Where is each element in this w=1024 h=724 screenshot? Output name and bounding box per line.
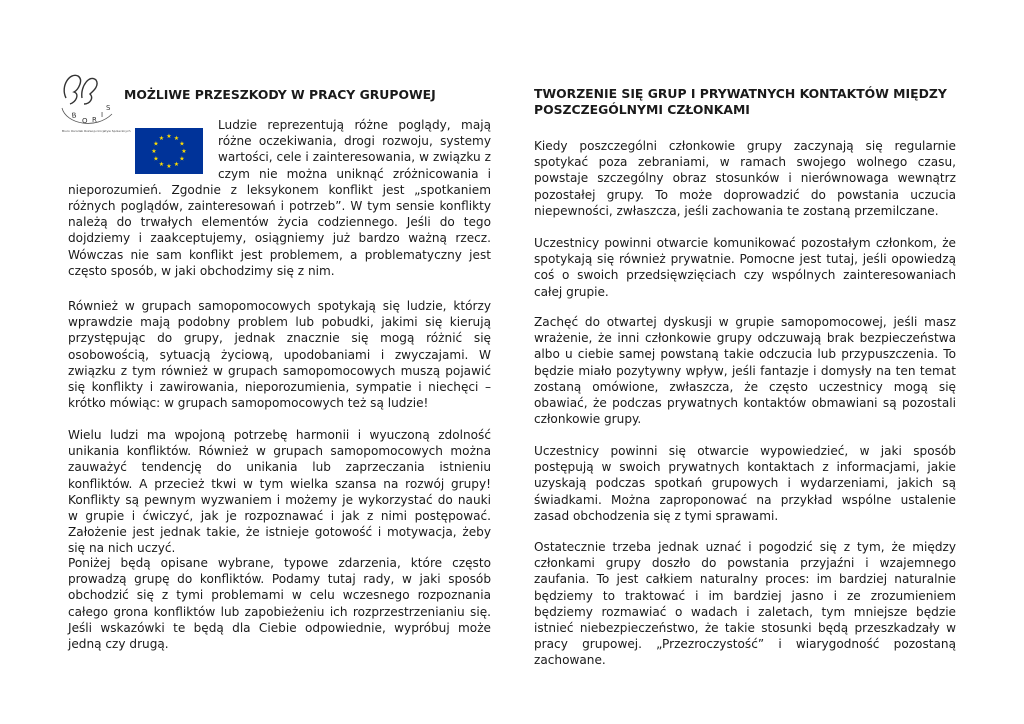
- left-paragraph-1: Ludzie reprezentują różne poglądy, mają różne oczekiwania, drogi rozwoju, systemy wartości, cele i zainteresowania, w związku z czym nie można uniknąć zróżnicowania i nieporozumień. Zgodnie z leksykonem konflikt jest „spotkaniem różnych poglądów, zainteresowań i potrzeb”. W tym sensie konflikty należą do trwałych elementów życia codziennego. Jeśli do tego dojdziemy i zaakceptujemy, osiągniemy już bardzo ważną rzecz. Wówczas nie sam konflikt jest problemem, a problematyczny jest często sposób, w jaki obchodzimy się z nim.: [68, 118, 491, 278]
- svg-text:I: I: [101, 111, 104, 119]
- right-paragraph-2: Uczestnicy powinni otwarcie komunikować pozostałym członkom, że spotykają się również prywatnie. Pomocne jest tutaj, jeśli opowiedzą coś o swoich przedsięwzięciach czy wspólnych zainteresowaniach całej grupie.: [534, 236, 956, 299]
- right-section-title: TWORZENIE SIĘ GRUP I PRYWATNYCH KONTAKTÓW MIĘDZY POSZCZEGÓLNYMI CZŁONKAMI: [534, 86, 947, 117]
- right-paragraph-1: Kiedy poszczególni członkowie grupy zaczynają się regularnie spotykać poza zebraniami, w ramach swojego wolnego czasu, powstaje szczególny obraz stosunków i nierównowaga wewnątrz pozostałej grupy. To może doprowadzić do powstania uczucia niepewności, zwłaszcza, jeśli zachowania te zostaną przemilczane.: [534, 139, 956, 218]
- svg-text:★: ★: [173, 135, 180, 142]
- svg-text:B: B: [71, 111, 78, 120]
- svg-text:★: ★: [181, 148, 187, 155]
- svg-text:★: ★: [153, 140, 159, 148]
- svg-text:★: ★: [151, 148, 157, 155]
- left-paragraph-3: Wielu ludzi ma wpojoną potrzebę harmonii i wyuczoną zdolność unikania konfliktów. Również w grupach samopomocowych można zauważyć tendencję do unikania lub zaprzeczania istnieniu konfliktów. A przecież tkwi w tym wielka szansa na rozwój grupy! Konflikty są pewnym wyzwaniem i możemy je wykorzystać do nauki w grupie i ćwiczyć, jak je rozpoznawać i jak z nimi postępować. Założenie jest jednak takie, że istnieje gotowość i motywacja, żeby się na nich uczyć.: [68, 428, 491, 556]
- svg-text:★: ★: [153, 155, 159, 163]
- right-paragraph-3: Zachęć do otwartej dyskusji w grupie samopomocowej, jeśli masz wrażenie, że inni członkowie grupy odczuwają brak bezpieczeństwa albo u ciebie samej powstaną takie odczucia lub przypuszczenia. To będzie miało pozytywny wpływ, jeśli fantazje i domysły na ten temat zostaną omówione, zwłaszcza, że często uczestnicy mogą się obawiać, że podczas prywatnych kontaktów obmawiani są pozostali członkowie grupy.: [534, 315, 956, 427]
- svg-text:★: ★: [173, 161, 180, 168]
- left-paragraph-2: Również w grupach samopomocowych spotykają się ludzie, którzy wprawdzie mają podobny problem lub pobudki, jakimi się kierują przystępując do grupy, jednak znacznie się mogą różnić się osobowością, sytuacją życiową, upodobaniami i zwyczajami. W związku z tym również w grupach samopomocowych muszą pojawić się konflikty i zawirowania, nieporozumienia, sympatie i niechęci – krótko mówiąc: w grupach samopomocowych też są ludzie!: [68, 299, 491, 411]
- svg-text:S: S: [106, 104, 111, 112]
- svg-text:★: ★: [166, 163, 172, 170]
- right-paragraph-4: Uczestnicy powinni się otwarcie wypowiedzieć, w jaki sposób postępują w swoich prywatnych kontaktach z informacjami, jakie uzyskają podczas spotkań grupowych i wydarzeniami, jakich są świadkami. Można zaproponować na przykład wspólne ustalenie zasad obchodzenia się z tymi sprawami.: [534, 444, 956, 523]
- svg-text:★: ★: [158, 135, 165, 142]
- right-paragraph-5: Ostatecznie trzeba jednak uznać i pogodzić się z tym, że między członkami grupy doszło do powstania przyjaźni i wzajemnego zaufania. To jest całkiem naturalny proces: im bardziej naturalnie będziemy to traktować i im bardziej jasno i ze zrozumieniem będziemy rozmawiać o wadach i zaletach, tym mniejsze będzie istnieć niebezpieczeństwo, że takie stosunki będą przeszkadzały w pracy grupowej. „Przezroczystość” i wiarygodność pozostaną zachowane.: [534, 540, 956, 668]
- svg-text:★: ★: [179, 155, 185, 163]
- svg-text:★: ★: [158, 161, 165, 168]
- svg-text:★: ★: [179, 140, 185, 148]
- svg-text:Biuro Osrodek Rozwoju Inicjaty: Biuro Osrodek Rozwoju Inicjatyw Spolecznych: [62, 129, 131, 133]
- left-paragraph-4: Poniżej będą opisane wybrane, typowe zdarzenia, które często prowadzą grupę do konfliktów. Podamy tutaj rady, w jaki sposób obchodzić się z tymi problemami w celu wczesnego rozpoznania całego grona konfliktów lub zapobieżeniu ich rozprzestrzenianiu się. Jeśli wskazówki te będą dla Ciebie odpowiednie, wypróbuj może jedną czy drugą.: [68, 556, 491, 652]
- svg-text:R: R: [92, 116, 97, 124]
- left-section-title: MOŻLIWE PRZESZKODY W PRACY GRUPOWEJ: [124, 87, 436, 102]
- svg-text:★: ★: [166, 133, 172, 140]
- svg-text:O: O: [82, 117, 88, 125]
